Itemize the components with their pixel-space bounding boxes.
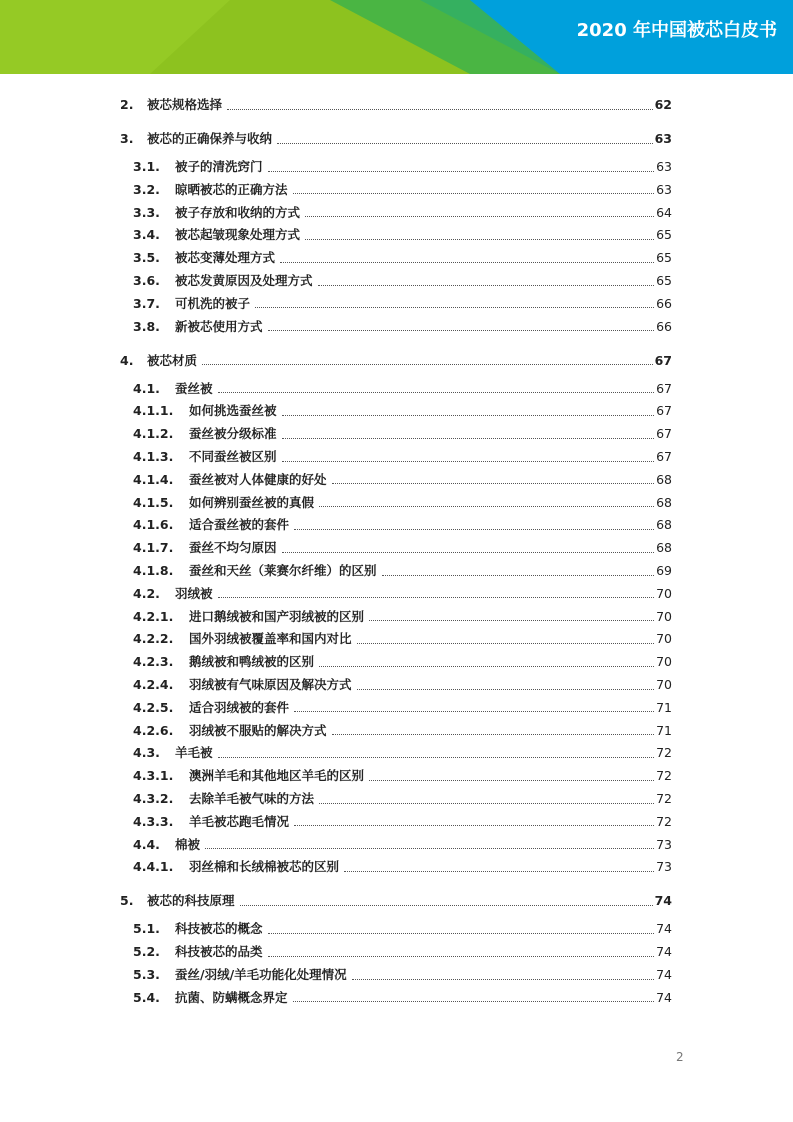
toc-entry[interactable] [133,293,672,315]
toc-entry-title: 不同蚕丝被区别 [189,449,277,464]
toc-dot-leader [282,415,655,416]
toc-entry[interactable] [133,316,672,338]
toc-entry-title: 如何挑选蚕丝被 [189,403,277,419]
toc-entry[interactable] [133,697,672,719]
toc-entry-title: 抗菌、防螨概念界定 [175,989,288,1005]
toc-dot-leader [344,871,654,872]
toc-entry-page: 74 [656,921,672,937]
toc-dot-leader [282,552,655,553]
toc-entry-number: 5.3. [133,967,160,982]
toc-entry[interactable] [133,469,672,491]
toc-entry-page: 74 [656,989,672,1005]
toc-entry-title: 鹅绒被和鸭绒被的区别 [189,654,315,670]
toc-entry-number: 4. [120,352,134,368]
toc-entry[interactable] [120,350,672,372]
toc-entry-number: 4.3.1. [133,768,174,784]
toc-dot-leader [255,307,654,308]
toc-entry-page: 68 [656,517,672,533]
toc-entry-title: 蚕丝被对人体健康的好处 [189,471,327,487]
toc-dot-leader [218,392,655,393]
toc-entry-title: 棉被 [175,836,201,852]
toc-entry[interactable] [133,742,672,764]
toc-dot-leader [357,689,655,690]
toc-entry-title: 被芯起皱现象处理方式 [175,227,301,243]
toc-entry-number: 5.2. [133,944,160,960]
toc-entry-page: 63 [656,159,672,174]
toc-dot-leader [218,597,655,598]
toc-entry[interactable] [133,446,672,468]
toc-entry[interactable] [120,890,672,912]
toc-dot-leader [268,330,655,331]
toc-entry-page: 66 [656,295,672,311]
toc-entry-page: 70 [656,631,672,647]
toc-entry-page: 63 [654,131,672,146]
toc-entry[interactable] [133,720,672,742]
toc-entry[interactable] [133,270,672,292]
toc-entry-page: 73 [656,859,672,875]
toc-entry-title: 澳洲羊毛和其他地区羊毛的区别 [189,768,365,784]
toc-entry-title: 如何辨别蚕丝被的真假 [189,494,315,510]
toc-entry[interactable] [133,811,672,833]
toc-entry-title: 可机洗的被子 [175,295,251,311]
toc-entry-page: 65 [656,227,672,243]
toc-entry-number: 3. [120,131,134,146]
toc-dot-leader [294,825,654,826]
toc-entry-number: 4.1.5. [133,494,174,510]
toc-entry-number: 4.1.2. [133,426,174,442]
toc-dot-leader [202,364,653,365]
toc-entry-number: 4.3.3. [133,813,174,829]
toc-dot-leader [318,285,655,286]
toc-entry-page: 71 [656,699,672,715]
toc-dot-leader [218,757,655,758]
toc-entry-title: 被芯的科技原理 [147,893,235,909]
toc-entry[interactable] [133,156,672,178]
toc-entry-title: 国外羽绒被覆盖率和国内对比 [189,631,352,647]
toc-entry-number: 4.3.2. [133,791,174,806]
toc-entry[interactable] [133,492,672,514]
toc-entry-title: 蚕丝/羽绒/羊毛功能化处理情况 [175,967,347,982]
toc-entry[interactable] [133,224,672,246]
toc-dot-leader [294,529,654,530]
toc-dot-leader [369,620,654,621]
toc-entry-number: 4.1. [133,380,160,396]
toc-entry-page: 68 [656,471,672,487]
toc-entry-number: 4.2.1. [133,608,174,624]
toc-entry[interactable] [133,378,672,400]
toc-entry-number: 4.1.3. [133,449,174,464]
toc-entry-title: 新被芯使用方式 [175,318,263,334]
page-header [0,0,793,74]
toc-entry[interactable] [133,400,672,422]
toc-entry-title: 被子存放和收纳的方式 [175,204,301,220]
toc-dot-leader [319,506,654,507]
toc-entry-page: 70 [656,677,672,692]
toc-entry-title: 羊毛被 [175,745,213,761]
toc-entry-page: 63 [656,181,672,197]
toc-entry-title: 适合羽绒被的套件 [189,699,290,715]
toc-entry-page: 65 [656,250,672,266]
toc-entry-number: 3.5. [133,250,160,266]
toc-entry-title: 被芯的正确保养与收纳 [147,131,273,146]
toc-entry[interactable] [133,941,672,963]
toc-dot-leader [293,193,655,194]
toc-entry-page: 67 [654,352,672,368]
toc-entry-title: 被子的清洗窍门 [175,159,263,174]
toc-entry[interactable] [133,964,672,986]
toc-entry-page: 72 [656,745,672,761]
toc-entry-page: 65 [656,273,672,288]
toc-entry-number: 4.2.4. [133,677,174,692]
toc-entry-number: 4.1.7. [133,540,174,556]
toc-entry[interactable] [133,179,672,201]
toc-entry-page: 70 [656,608,672,624]
toc-entry[interactable] [133,674,672,696]
toc-entry[interactable] [133,788,672,810]
toc-entry-title: 去除羊毛被气味的方法 [189,791,315,806]
toc-entry-number: 3.8. [133,318,160,334]
toc-entry-title: 科技被芯的品类 [175,944,263,960]
toc-dot-leader [227,109,653,110]
toc-entry[interactable] [120,94,672,116]
toc-entry-number: 3.1. [133,159,160,174]
toc-dot-leader [319,803,654,804]
toc-dot-leader [268,171,655,172]
toc-entry-number: 4.2.6. [133,722,174,738]
toc-entry-number: 4.2.3. [133,654,174,670]
toc-entry[interactable] [133,583,672,605]
toc-entry-page: 74 [654,893,672,909]
toc-entry-page: 67 [656,449,672,464]
toc-dot-leader [332,734,655,735]
toc-entry-number: 4.3. [133,745,160,761]
toc-entry-page: 74 [656,967,672,982]
toc-entry-title: 蚕丝和天丝（莱赛尔纤维）的区别 [189,563,377,578]
toc-dot-leader [277,143,653,144]
toc-entry[interactable] [133,918,672,940]
toc-entry-number: 5.1. [133,921,160,937]
toc-entry-number: 4.1.6. [133,517,174,533]
toc-dot-leader [332,483,655,484]
toc-entry-number: 4.4.1. [133,859,174,875]
toc-entry-number: 5. [120,893,134,909]
toc-entry-title: 羽绒被不服贴的解决方式 [189,722,327,738]
toc-dot-leader [240,905,653,906]
toc-dot-leader [282,461,655,462]
toc-entry[interactable] [133,537,672,559]
toc-entry-page: 67 [656,403,672,419]
toc-dot-leader [305,216,654,217]
toc-entry-page: 70 [656,585,672,601]
toc-entry[interactable] [133,765,672,787]
toc-dot-leader [352,979,654,980]
toc-entry-page: 72 [656,768,672,784]
toc-entry-page: 70 [656,654,672,670]
toc-entry-page: 67 [656,380,672,396]
toc-entry-number: 3.2. [133,181,160,197]
toc-entry-number: 3.3. [133,204,160,220]
toc-entry-title: 进口鹅绒被和国产羽绒被的区别 [189,608,365,624]
toc-dot-leader [382,575,655,576]
toc-dot-leader [268,933,655,934]
toc-dot-leader [293,1001,655,1002]
toc-entry-title: 蚕丝不均匀原因 [189,540,277,556]
toc-entry-number: 4.2.2. [133,631,174,647]
toc-entry-number: 4.4. [133,836,160,852]
toc-entry-title: 羊毛被芯跑毛情况 [189,813,290,829]
toc-entry[interactable] [133,987,672,1009]
toc-entry-page: 72 [656,813,672,829]
toc-entry-title: 蚕丝被 [175,380,213,396]
toc-entry-page: 68 [656,494,672,510]
toc-entry-page: 62 [654,97,672,112]
toc-dot-leader [282,438,655,439]
document-title: 2020 年中国被芯白皮书 [576,20,777,41]
toc-dot-leader [357,643,655,644]
toc-entry-page: 68 [656,540,672,556]
toc-entry-number: 4.1.8. [133,563,174,578]
toc-entry-page: 69 [656,563,672,578]
toc-entry-page: 74 [656,944,672,960]
toc-entry[interactable] [133,423,672,445]
toc-entry-title: 羽绒被 [175,585,213,601]
toc-entry-title: 蚕丝被分级标准 [189,426,277,442]
toc-dot-leader [319,666,654,667]
toc-entry-title: 被芯规格选择 [147,97,223,112]
toc-entry-title: 羽绒被有气味原因及解决方式 [189,677,352,692]
toc-dot-leader [294,711,654,712]
toc-entry-title: 羽丝棉和长绒棉被芯的区别 [189,859,340,875]
toc-entry-title: 被芯材质 [147,352,198,368]
toc-entry-page: 66 [656,318,672,334]
toc-entry-page: 71 [656,722,672,738]
toc-dot-leader [205,848,654,849]
toc-entry-page: 73 [656,836,672,852]
toc-entry-number: 3.7. [133,295,160,311]
toc-dot-leader [280,262,654,263]
toc-entry[interactable] [133,606,672,628]
toc-dot-leader [305,239,654,240]
toc-entry[interactable] [133,560,672,582]
toc-entry-page: 72 [656,791,672,806]
toc-entry-title: 被芯发黄原因及处理方式 [175,273,313,288]
toc-entry[interactable] [133,856,672,878]
toc-entry-number: 4.2.5. [133,699,174,715]
toc-entry-number: 3.6. [133,273,160,288]
toc-entry[interactable] [120,128,672,150]
toc-entry[interactable] [133,247,672,269]
toc-entry-title: 适合蚕丝被的套件 [189,517,290,533]
toc-entry-number: 4.1.1. [133,403,174,419]
toc-dot-leader [268,956,655,957]
toc-entry-number: 2. [120,97,134,112]
toc-entry-number: 4.2. [133,585,160,601]
toc-entry-title: 科技被芯的概念 [175,921,263,937]
toc-entry[interactable] [133,628,672,650]
toc-entry[interactable] [133,651,672,673]
toc-entry-number: 3.4. [133,227,160,243]
toc-entry-number: 5.4. [133,989,160,1005]
toc-entry-page: 64 [656,204,672,220]
toc-entry[interactable] [133,202,672,224]
toc-entry-number: 4.1.4. [133,471,174,487]
toc-entry[interactable] [133,514,672,536]
page-number: 2 [676,1050,684,1064]
toc-entry-page: 67 [656,426,672,442]
toc-entry-title: 晾晒被芯的正确方法 [175,181,288,197]
toc-dot-leader [369,780,654,781]
toc-entry[interactable] [133,834,672,856]
toc-entry-title: 被芯变薄处理方式 [175,250,276,266]
